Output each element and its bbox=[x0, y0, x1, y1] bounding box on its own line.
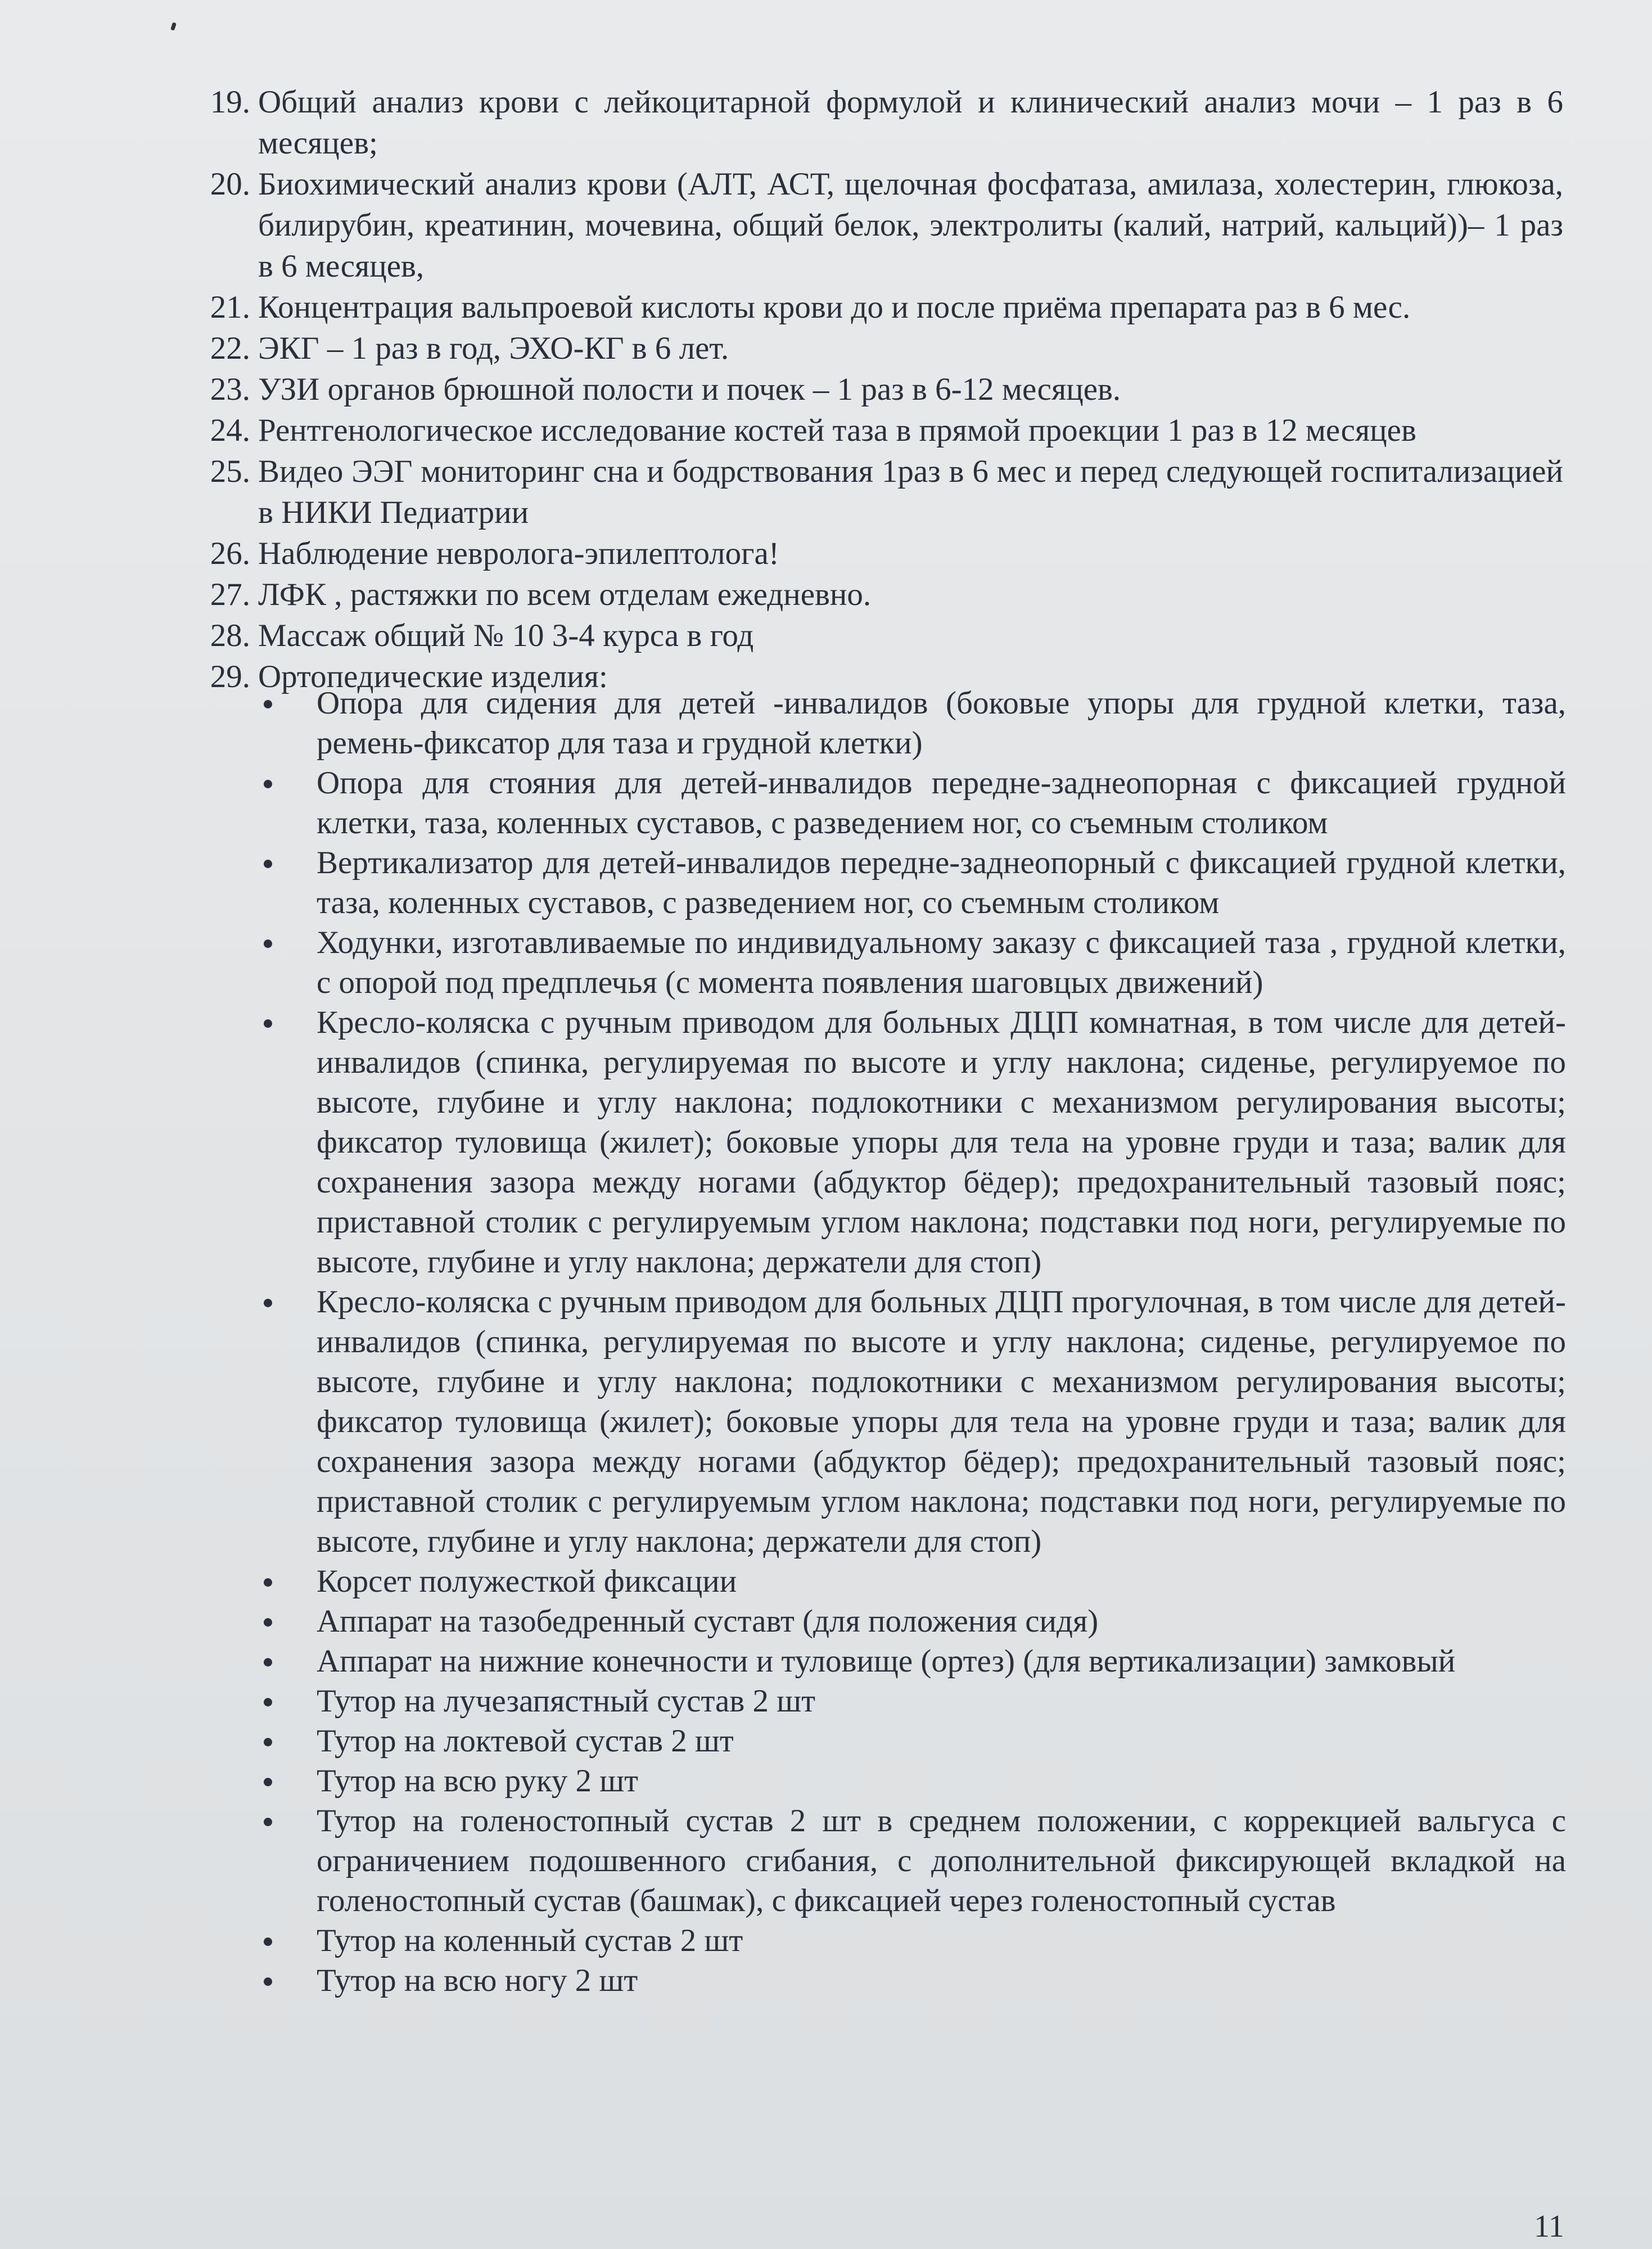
bullet-text: Ходунки, изготавливаемые по индивидуальному заказу с фиксацией таза , грудной клетки, с опорой под предплечья (с момента появления шаговцых движений) bbox=[317, 925, 1566, 1000]
bullet-icon bbox=[256, 1761, 317, 1801]
bullet-item bbox=[256, 683, 1566, 763]
item-text: ЛФК , растяжки по всем отделам ежедневно. bbox=[258, 577, 872, 612]
list-item bbox=[186, 533, 1563, 574]
bullet-text: Опора для стояния для детей-инвалидов передне-заднеопорная с фиксацией грудной клетки, таза, коленных суставов, с разведением ног, со съемным столиком bbox=[317, 765, 1566, 841]
item-number: 24. bbox=[210, 413, 250, 448]
numbered-list bbox=[186, 82, 1563, 697]
list-item bbox=[186, 328, 1563, 369]
item-text: Массаж общий № 10 3-4 курса в год bbox=[258, 618, 754, 653]
item-text: Наблюдение невролога-эпилептолога! bbox=[258, 536, 779, 571]
list-item bbox=[186, 451, 1563, 533]
bullet-icon bbox=[256, 1681, 317, 1721]
list-item bbox=[186, 82, 1563, 164]
bullet-icon bbox=[256, 843, 317, 883]
bullet-text: Тутор на голеностопный сустав 2 шт в среднем положении, с коррекцией вальгуса с ограничением подошвенного сгибания, с дополнительной фиксирующей вкладкой на голеностопный сустав (башмак), с фиксацией через голеностопный сустав bbox=[317, 1803, 1566, 1918]
bullet-item bbox=[256, 1282, 1566, 1561]
bullet-icon bbox=[256, 1641, 317, 1681]
list-item bbox=[186, 574, 1563, 615]
list-item bbox=[186, 369, 1563, 410]
item-number: 21. bbox=[210, 290, 250, 325]
item-number: 28. bbox=[210, 618, 250, 653]
list-item bbox=[186, 287, 1563, 328]
bullet-item bbox=[256, 1721, 1566, 1761]
item-text: Ортопедические изделия: bbox=[258, 659, 608, 694]
item-number: 22. bbox=[210, 331, 250, 366]
bullet-icon bbox=[256, 683, 317, 723]
bullet-text: Тутор на всю руку 2 шт bbox=[317, 1763, 639, 1799]
bullet-item bbox=[256, 1561, 1566, 1601]
bullet-text: Опора для сидения для детей -инвалидов (боковые упоры для грудной клетки, таза, ремень-фиксатор для таза и грудной клетки) bbox=[317, 685, 1566, 761]
item-number: 19. bbox=[210, 84, 250, 120]
bullet-text: Кресло-коляска с ручным приводом для больных ДЦП комнатная, в том числе для детей-инвалидов (спинка, регулируемая по высоте и углу наклона; сиденье, регулируемое по высоте, глубине и углу наклона; подлокотники с механизмом регулирования высоты; фиксатор туловища (жилет); боковые упоры для тела на уровне груди и таза; валик для сохранения зазора между ногами (абдуктор бёдер); предохранительный тазовый пояс; приставной столик с регулируемым углом наклона; подставки под ноги, регулируемые по высоте, глубине и углу наклона; держатели для стоп) bbox=[317, 1005, 1566, 1280]
item-text: Рентгенологическое исследование костей таза в прямой проекции 1 раз в 12 месяцев bbox=[258, 413, 1416, 448]
bullet-item bbox=[256, 763, 1566, 843]
item-text: ЭКГ – 1 раз в год, ЭХО-КГ в 6 лет. bbox=[258, 331, 729, 366]
bullet-item bbox=[256, 1681, 1566, 1721]
bullet-icon bbox=[256, 1002, 317, 1042]
bullet-icon bbox=[256, 1801, 317, 1841]
bullet-text: Аппарат на нижние конечности и туловище (ортез) (для вертикализации) замковый bbox=[317, 1643, 1456, 1679]
bullet-item bbox=[256, 1002, 1566, 1282]
page-number: 11 bbox=[1534, 2209, 1564, 2244]
item-text: Общий анализ крови с лейкоцитарной формулой и клинический анализ мочи – 1 раз в 6 месяцев; bbox=[258, 84, 1563, 161]
list-item bbox=[186, 164, 1563, 287]
item-text: УЗИ органов брюшной полости и почек – 1 раз в 6-12 месяцев. bbox=[258, 372, 1121, 407]
bullet-item bbox=[256, 1961, 1566, 2000]
bullet-icon bbox=[256, 1282, 317, 1322]
bullet-text: Корсет полужесткой фиксации bbox=[317, 1564, 737, 1599]
orthopedic-items-list bbox=[256, 683, 1566, 2000]
item-text: Концентрация вальпроевой кислоты крови до и после приёма препарата раз в 6 мес. bbox=[258, 290, 1411, 325]
bullet-text: Аппарат на тазобедренный суставт (для положения сидя) bbox=[317, 1604, 1099, 1639]
bullet-item bbox=[256, 1801, 1566, 1921]
item-text: Видео ЭЭГ мониторинг сна и бодрствования 1раз в 6 мес и перед следующей госпитализацией в НИКИ Педиатрии bbox=[258, 454, 1563, 530]
bullet-icon bbox=[256, 1961, 317, 2000]
item-number: 27. bbox=[210, 577, 250, 612]
bullet-text: Кресло-коляска с ручным приводом для больных ДЦП прогулочная, в том числе для детей-инвалидов (спинка, регулируемая по высоте и углу наклона; сиденье, регулируемое по высоте, глубине и углу наклона; подлокотники с механизмом регулирования высоты; фиксатор туловища (жилет); боковые упоры для тела на уровне груди и таза; валик для сохранения зазора между ногами (абдуктор бёдер); предохранительный тазовый пояс; приставной столик с регулируемым углом наклона; подставки под ноги, регулируемые по высоте, глубине и углу наклона; держатели для стоп) bbox=[317, 1284, 1566, 1559]
bullet-icon bbox=[256, 1601, 317, 1641]
bullet-icon bbox=[256, 923, 317, 963]
bullet-item bbox=[256, 1601, 1566, 1641]
bullet-icon bbox=[256, 1921, 317, 1961]
bullet-item bbox=[256, 1641, 1566, 1681]
item-number: 29. bbox=[210, 659, 250, 694]
bullet-item bbox=[256, 923, 1566, 1002]
item-number: 20. bbox=[210, 166, 250, 202]
list-item bbox=[186, 615, 1563, 656]
bullet-text: Вертикализатор для детей-инвалидов передне-заднеопорный с фиксацией грудной клетки, таза, коленных суставов, с разведением ног, со съемным столиком bbox=[317, 845, 1566, 920]
bullet-item bbox=[256, 1761, 1566, 1801]
bullet-icon bbox=[256, 763, 317, 803]
bullet-text: Тутор на всю ногу 2 шт bbox=[317, 1963, 638, 1998]
item-number: 26. bbox=[210, 536, 250, 571]
list-item bbox=[186, 410, 1563, 451]
bullet-icon bbox=[256, 1721, 317, 1761]
bullet-item bbox=[256, 1921, 1566, 1961]
bullet-item bbox=[256, 843, 1566, 923]
bullet-text: Тутор на коленный сустав 2 шт bbox=[317, 1923, 743, 1958]
bullet-text: Тутор на лучезапястный сустав 2 шт bbox=[317, 1683, 816, 1719]
bullet-text: Тутор на локтевой сустав 2 шт bbox=[317, 1723, 734, 1759]
ink-speck bbox=[170, 22, 177, 30]
bullet-icon bbox=[256, 1561, 317, 1601]
item-number: 23. bbox=[210, 372, 250, 407]
item-number: 25. bbox=[210, 454, 250, 489]
item-text: Биохимический анализ крови (АЛТ, АСТ, щелочная фосфатаза, амилаза, холестерин, глюкоза, билирубин, креатинин, мочевина, общий белок, электролиты (калий, натрий, кальций))– 1 раз в 6 месяцев, bbox=[258, 166, 1563, 284]
